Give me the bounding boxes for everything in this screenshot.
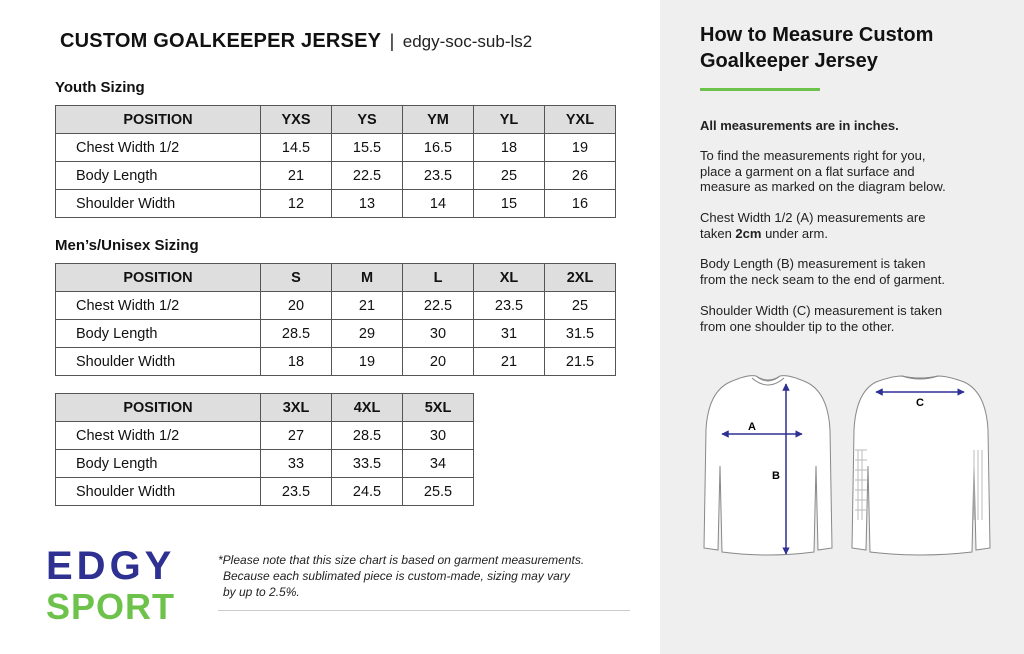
text-line: Chest Width 1/2 (A) measurements are	[700, 210, 926, 225]
mens-size-table	[55, 263, 616, 376]
row-label: Body Length	[56, 320, 261, 348]
jersey-measurement-diagram	[690, 370, 1010, 570]
table-cell: 26	[545, 162, 616, 190]
table-header-row	[56, 394, 474, 422]
table-cell: 21	[261, 162, 332, 190]
row-label: Shoulder Width	[56, 478, 261, 506]
youth-size-table	[55, 105, 616, 218]
column-header: YXL	[545, 106, 616, 134]
title-separator: |	[389, 31, 395, 51]
table-cell: 14	[403, 190, 474, 218]
column-header: POSITION	[56, 106, 261, 134]
table-cell: 20	[403, 348, 474, 376]
table-cell: 23.5	[261, 478, 332, 506]
text-line: place a garment on a flat surface and	[700, 163, 915, 179]
label-c: C	[916, 397, 924, 409]
table-header-row	[56, 106, 616, 134]
note-line: Because each sublimated piece is custom-made, sizing may vary	[223, 569, 570, 583]
table-row	[56, 320, 616, 348]
edgy-sport-logo	[46, 543, 186, 623]
table-cell: 15	[474, 190, 545, 218]
jersey-front-illustration	[704, 376, 832, 555]
column-header: 5XL	[403, 394, 474, 422]
table-cell: 22.5	[332, 162, 403, 190]
note-line: by up to 2.5%.	[223, 585, 300, 599]
column-header: L	[403, 264, 474, 292]
table-cell: 33	[261, 450, 332, 478]
units-note: All measurements are in inches.	[700, 118, 899, 133]
row-label: Chest Width 1/2	[56, 422, 261, 450]
column-header: YL	[474, 106, 545, 134]
text-fragment: taken	[700, 225, 736, 241]
mens-sizing-label: Men’s/Unisex Sizing	[55, 237, 199, 254]
text-line: To find the measurements right for you,	[700, 148, 926, 163]
column-header: POSITION	[56, 394, 261, 422]
table-row	[56, 134, 616, 162]
table-cell: 21.5	[545, 348, 616, 376]
text-line: from one shoulder tip to the other.	[700, 318, 895, 334]
title-text: CUSTOM GOALKEEPER JERSEY	[60, 30, 382, 52]
table-cell: 15.5	[332, 134, 403, 162]
column-header: M	[332, 264, 403, 292]
title-line: Goalkeeper Jersey	[700, 50, 878, 72]
table-cell: 13	[332, 190, 403, 218]
page-title	[60, 30, 532, 53]
table-row	[56, 348, 616, 376]
table-row	[56, 478, 474, 506]
row-label: Shoulder Width	[56, 348, 261, 376]
table-cell: 14.5	[261, 134, 332, 162]
table-cell: 34	[403, 450, 474, 478]
table-cell: 24.5	[332, 478, 403, 506]
title-line: How to Measure Custom	[700, 24, 934, 46]
table-cell: 21	[332, 292, 403, 320]
logo-line2: SPORT	[46, 586, 176, 623]
table-header-row	[56, 264, 616, 292]
text-line: Shoulder Width (C) measurement is taken	[700, 303, 943, 318]
row-label: Chest Width 1/2	[56, 292, 261, 320]
text-fragment: under arm.	[761, 225, 828, 241]
text-line: measure as marked on the diagram below.	[700, 179, 946, 194]
note-line: *Please note that this size chart is based on garment measurements.	[218, 553, 585, 567]
table-row	[56, 190, 616, 218]
table-cell: 30	[403, 320, 474, 348]
table-cell: 12	[261, 190, 332, 218]
row-label: Body Length	[56, 450, 261, 478]
table-row	[56, 292, 616, 320]
table-row	[56, 162, 616, 190]
table-cell: 16	[545, 190, 616, 218]
accent-rule	[700, 88, 820, 91]
chest-width-paragraph	[700, 210, 1000, 241]
text-line	[700, 226, 1000, 242]
column-header: S	[261, 264, 332, 292]
table-cell: 18	[261, 348, 332, 376]
label-a: A	[748, 421, 756, 433]
label-b: B	[772, 470, 780, 482]
text-line: Body Length (B) measurement is taken	[700, 256, 926, 271]
table-cell: 22.5	[403, 292, 474, 320]
row-label: Shoulder Width	[56, 190, 261, 218]
shoulder-width-paragraph	[700, 303, 1000, 334]
table-cell: 16.5	[403, 134, 474, 162]
column-header: 2XL	[545, 264, 616, 292]
table-cell: 31.5	[545, 320, 616, 348]
body-length-paragraph	[700, 256, 1000, 287]
table-cell: 23.5	[474, 292, 545, 320]
product-sku: edgy-soc-sub-ls2	[402, 32, 533, 51]
instructions-paragraph	[700, 148, 1000, 195]
divider	[218, 610, 630, 611]
mens-extended-size-table	[55, 393, 474, 506]
table-cell: 28.5	[261, 320, 332, 348]
table-cell: 21	[474, 348, 545, 376]
table-cell: 20	[261, 292, 332, 320]
column-header: 4XL	[332, 394, 403, 422]
table-cell: 19	[332, 348, 403, 376]
youth-sizing-label: Youth Sizing	[55, 79, 145, 96]
table-row	[56, 422, 474, 450]
column-header: POSITION	[56, 264, 261, 292]
column-header: 3XL	[261, 394, 332, 422]
column-header: XL	[474, 264, 545, 292]
table-cell: 27	[261, 422, 332, 450]
sizing-disclaimer	[218, 552, 638, 600]
table-cell: 28.5	[332, 422, 403, 450]
bold-measurement: 2cm	[735, 225, 762, 241]
table-row	[56, 450, 474, 478]
table-cell: 33.5	[332, 450, 403, 478]
text-line: from the neck seam to the end of garment.	[700, 271, 945, 287]
table-cell: 31	[474, 320, 545, 348]
logo-line1: EDGY	[46, 544, 176, 588]
measure-guide-title	[700, 22, 933, 74]
table-cell: 25	[474, 162, 545, 190]
column-header: YM	[403, 106, 474, 134]
column-header: YXS	[261, 106, 332, 134]
table-cell: 18	[474, 134, 545, 162]
table-cell: 25	[545, 292, 616, 320]
table-cell: 29	[332, 320, 403, 348]
table-cell: 30	[403, 422, 474, 450]
table-cell: 25.5	[403, 478, 474, 506]
table-cell: 19	[545, 134, 616, 162]
column-header: YS	[332, 106, 403, 134]
table-cell: 23.5	[403, 162, 474, 190]
row-label: Body Length	[56, 162, 261, 190]
row-label: Chest Width 1/2	[56, 134, 261, 162]
